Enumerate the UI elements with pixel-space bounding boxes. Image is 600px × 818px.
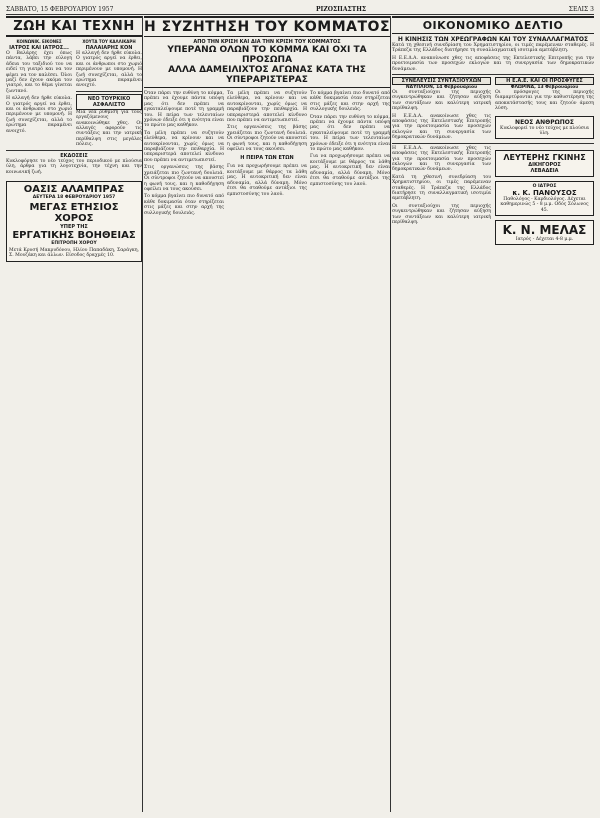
- section2-text: Μια νέα ρύθμιση για τους εργαζόμενους ανακοινώθηκε χθες. Οι αλλαγές αφορούν τις συντάξεις και την ιατρική περίθαλψη στις μεγάλες πόλεις.: [76, 109, 142, 148]
- section3-text: Κυκλοφόρησε το νέο τεύχος του περιοδικού με πλούσια ύλη, άρθρα για τη λογοτεχνία, την τέχνη και την κοινωνική ζωή.: [6, 158, 142, 175]
- article-text-2: Η αλλαγή δεν ήρθε εύκολα. Ο γιατρός αργεί να έρθει, και οι άνθρωποι στο χωριό περιμένουν με υπομονή. Η ζωή συνεχίζεται, αλλά το ερώτημα παραμένει ανοιχτό.: [6, 96, 72, 134]
- subhead: Η ΠΕΙΡΑ ΤΩΝ ΕΤΩΝ: [240, 155, 294, 162]
- doctor-ad: [495, 181, 594, 216]
- column-left: [6, 16, 142, 812]
- fin-text: Κατά τη χθεσινή συνεδρίαση του Χρηματιστηρίου, οι τιμές παρέμειναν σταθερές. Η Τράπεζα της Ελλάδος διατήρησε τη συναλλαγματική ισοτιμία αμετάβλητη.: [392, 43, 594, 54]
- sub-left-dateline: ΝΑΥΠΛΙΟΝ, 14 Φεβρουαρίου: [405, 85, 478, 91]
- sub-right-kicker: ΧΟΥΤΑ ΤΟΥ ΚΑΛΛΙΚΑΡΗ: [82, 39, 136, 44]
- body-2: Τα μέλη πρέπει να συζητούν ελεύθερα, να κρίνουν και να αυτοκρίνονται, χωρίς όμως να παραβιάζουν την πειθαρχία. Η υπεραριστερά αποτελεί κίνδυνο που πρέπει να αντιμετωπιστεί.: [144, 130, 224, 163]
- melas-ad: [495, 220, 594, 245]
- section-header-zoi-kai-techni: ΖΩΗ ΚΑΙ ΤΕΧΝΗ: [6, 16, 142, 37]
- doctor-name: κ. Κ. ΠΑΝΟΥΣΟΣ: [512, 188, 577, 197]
- sub-left-text: Οι συνταξιούχοι της περιοχής συγκεντρώθηκαν και ζήτησαν αύξηση των συντάξεων και καλύτερη ιατρική περίθαλψη.: [392, 90, 491, 112]
- column-right: [392, 16, 594, 812]
- ad-sub-2: ΥΠΕΡ ΤΗΣ: [60, 223, 88, 230]
- section3-title: ΕΚΔΟΣΕΙΣ: [60, 152, 88, 159]
- body-4-col3: Το κόμμα βγαίνει πιο δυνατό από κάθε δοκιμασία όταν στηρίζεται στις μάζες και στην αρχή της συλλογικής δουλειάς.: [310, 91, 390, 113]
- melas-text: Ιατρός - Δέχεται 4-8 μ.μ.: [515, 236, 574, 242]
- sub-right-text: Οι πρόσφυγες της περιοχής διαμαρτύρονται για την καθυστέρηση της αποκατάστασής τους και ζητούν άμεση λύση.: [495, 90, 594, 112]
- ad-title-2: ΜΕΓΑΣ ΕΤΗΣΙΟΣ ΧΟΡΟΣ: [29, 201, 119, 224]
- news-text-bottom: Η Ε.Ε.Δ.Α. ανακοίνωσε χθες τις αποφάσεις της Εκτελεστικής Επιτροπής για την προετοιμασία των προσεχών εκλογών και τη συνεργασία των δημοκρατικών δυνάμεων.: [392, 145, 491, 173]
- ad-sub-1: ΔΕΥΤΕΡΑ 18 ΦΕΒΡΟΥΑΡΙΟΥ 1957: [32, 194, 116, 200]
- sub-right-dateline: ΦΛΩΡΙΝΑ, 13 Φεβρουαρίου: [510, 85, 579, 91]
- masthead-date: ΣΑΒΒΑΤΟ, 15 ΦΕΒΡΟΥΑΡΙΟΥ 1957: [6, 5, 114, 13]
- lawyer-name: ΛΕΥΤΕΡΗΣ ΓΚΙΝΗΣ: [503, 152, 586, 162]
- body-5: Για να προχωρήσουμε πρέπει να κοιτάξουμε με θάρρος τα λάθη μας. Η αυτοκριτική δεν είναι αδυναμία, αλλά δύναμη. Μόνο έτσι θα σταθούμε αντάξιοι της εμπιστοσύνης του λαού.: [227, 164, 307, 197]
- lawyer-ad: [495, 150, 594, 177]
- masthead: [6, 4, 594, 15]
- kicker: ΑΠΟ ΤΗΝ ΚΡΙΣΗ ΚΑΙ ΔΙΑ ΤΗΝ ΚΡΙΣΗ ΤΟΥ ΚΟΜΜΑΤΟΣ: [193, 39, 341, 45]
- article-text: Ο Βαλάρης έχει όπως πάντα, λάβει την εύλογη άδεια του ταξιδιού του να ειδεί τη γιατρό και να τον φέρει να τον καλέσει. Όλοι μαζί δεν έχουν ακόμα τον γιατρό, και το θέμα γίνεται ζωντανό.: [6, 51, 72, 94]
- ad-title-3: ΕΡΓΑΤΙΚΗΣ ΒΟΗΘΕΙΑΣ: [12, 229, 136, 241]
- fin-headline: Η ΚΙΝΗΣΙΣ ΤΩΝ ΧΡΕΩΓΡΑΦΩΝ ΚΑΙ ΤΟΥ ΣΥΝΑΛΛΑΓΜΑΤΟΣ: [397, 36, 589, 43]
- body-3: Στις οργανώσεις της βάσης χρειάζεται πιο ζωντανή δουλειά. Οι σύντροφοι ζητούν να ακουστεί η φωνή τους, και η καθοδήγηση οφείλει να τους ακούσει.: [144, 165, 224, 192]
- sub-left-kicker: ΚΟΙΝΩΝΙΚ. ΕΙΚΟΝΕΣ: [16, 39, 62, 44]
- dance-ad: [6, 181, 142, 262]
- lawyer-title: ΔΙΚΗΓΟΡΟΣ: [528, 161, 561, 168]
- neos-anthropos-text: Κυκλοφορεί το νέο τεύχος με πλούσια ύλη.: [500, 125, 589, 137]
- body-1: Όταν πάρει την ευθύνη το κόμμα, πρέπει να έχουμε πάντα υπόψη μας ότι δεν πρέπει να εγκαταλείψουμε ποτέ τη γραμμή του. Η πείρα των τελευταίων χρόνων έδειξε ότι η ενότητα είναι το πρώτο μας καθήκον.: [144, 91, 224, 129]
- ad-title-1: ΟΑΣΙΣ ΑΛΑΜΠΡΑΣ: [23, 183, 125, 195]
- neos-anthropos-box: [495, 116, 594, 140]
- body-2-col2: Τα μέλη πρέπει να συζητούν ελεύθερα, να κρίνουν και να αυτοκρίνονται, χωρίς όμως να παραβιάζουν την πειθαρχία. Η υπεραριστερά αποτελεί κίνδυνο που πρέπει να αντιμετωπιστεί.: [227, 91, 307, 124]
- sub-left-head: ΣΥΝΕΛΕΥΣΙΣ ΣΥΝΤΑΞΙΟΥΧΩΝ: [392, 77, 491, 85]
- column-center: [144, 16, 390, 812]
- body-3-col2: Στις οργανώσεις της βάσης χρειάζεται πιο ζωντανή δουλειά. Οι σύντροφοι ζητούν να ακουστεί η φωνή τους, και η καθοδήγηση οφείλει να τους ακούσει.: [227, 125, 307, 153]
- ad-footer: ΕΠΙΤΡΟΠΗ ΧΟΡΟΥ: [51, 240, 97, 246]
- lawyer-location: ΛΕΒΑΔΕΙΑ: [530, 167, 559, 174]
- doctor-text: Παθολόγος - Καρδιολόγος. Δέχεται καθημερινώς 5 - 8 μ.μ. Οδός Σόλωνος 45.: [500, 196, 589, 213]
- fin-text-bottom: Κατά τη χθεσινή συνεδρίαση του Χρηματιστηρίου, οι τιμές παρέμειναν σταθερές. Η Τράπεζα της Ελλάδος διατήρησε τη συναλλαγματική ισοτιμία αμετάβλητη.: [392, 174, 491, 202]
- section2-title: ΝΕΟ ΤΟΥΡΚΙΚΟ ΑΣΦΑΛΙΣΤΟ: [76, 94, 142, 110]
- body-1-col3: Όταν πάρει την ευθύνη το κόμμα, πρέπει να έχουμε πάντα υπόψη μας ότι δεν πρέπει να εγκαταλείψουμε ποτέ τη γραμμή του. Η πείρα των τελευταίων χρόνων έδειξε ότι η ενότητα είναι το πρώτο μας καθήκον.: [310, 114, 390, 153]
- body-5-col3: Για να προχωρήσουμε πρέπει να κοιτάξουμε με θάρρος τα λάθη μας. Η αυτοκριτική δεν είναι αδυναμία, αλλά δύναμη. Μόνο έτσι θα σταθούμε αντάξιοι της εμπιστοσύνης του λαού.: [310, 154, 390, 187]
- ad-text: Μετά Κρυσή Μακρυδόνου, Ηλίου Παπαδάκη, Σαράγκη, Σ. Μουζάκη και άλλων. Είσοδος δραχμές 10.: [9, 247, 139, 259]
- melas-name: Κ. Ν. ΜΕΛΑΣ: [502, 222, 587, 237]
- sub-right-head: Η Ε.Α.Ε. ΚΑΙ ΟΙ ΠΡΟΣΦΥΓΕΣ: [495, 77, 594, 85]
- sub-right-title: ΠΑΛΑΙΑΡΗΣ ΚΟΝ: [85, 45, 133, 51]
- headline-2: ΑΛΛΑ ΔΑΜΕΙΛΙΧΤΟΣ ΑΓΩΝΑΣ ΚΑΤΑ ΤΗΣ ΥΠΕΡΑΡΙΣΤΕΡΑΣ: [144, 65, 390, 88]
- sub-left-title: ΙΑΤΡΟΣ ΚΑΙ ΙΑΤΡΟΣ...: [9, 45, 69, 51]
- fin-text-2: Η Ε.Ε.Δ.Α. ανακοίνωσε χθες τις αποφάσεις της Εκτελεστικής Επιτροπής για την προετοιμασία των προσεχών εκλογών και τη συνεργασία των δημοκρατικών δυνάμεων.: [392, 55, 594, 72]
- doctor-pre: Ο ΙΑΤΡΟΣ: [532, 183, 557, 189]
- banner-oikonomiko: ΟΙΚΟΝΟΜΙΚΟ ΔΕΛΤΙΟ: [392, 16, 594, 34]
- sub-left-text-bottom: Οι συνταξιούχοι της περιοχής συγκεντρώθηκαν και ζήτησαν αύξηση των συντάξεων και καλύτερη ιατρική περίθαλψη.: [392, 203, 491, 225]
- headline-1: ΥΠΕΡΑΝΩ ΟΛΩΝ ΤΟ ΚΟΜΜΑ ΚΑΙ ΟΧΙ ΤΑ ΠΡΟΣΩΠΑ: [167, 45, 367, 65]
- masthead-page: ΣΕΛΙΣ 3: [568, 5, 594, 13]
- body-4: Το κόμμα βγαίνει πιο δυνατό από κάθε δοκιμασία όταν στηρίζεται στις μάζες και στην αρχή της συλλογικής δουλειάς.: [144, 194, 224, 216]
- masthead-paper: ΡΙΖΟΣΠΑΣΤΗΣ: [316, 5, 367, 13]
- neos-anthropos-title: ΝΕΟΣ ΑΝΘΡΩΠΟΣ: [515, 118, 574, 126]
- news-text-left: Η Ε.Ε.Δ.Α. ανακοίνωσε χθες τις αποφάσεις της Εκτελεστικής Επιτροπής για την προετοιμασία των προσεχών εκλογών και τη συνεργασία των δημοκρατικών δυνάμεων.: [392, 113, 491, 141]
- banner-syzitisi: Η ΣΥΖΗΤΗΣΗ ΤΟΥ ΚΟΜΜΑΤΟΣ: [144, 16, 390, 37]
- article-text-repeat: Η αλλαγή δεν ήρθε εύκολα. Ο γιατρός αργεί να έρθει, και οι άνθρωποι στο χωριό περιμένουν με υπομονή. Η ζωή συνεχίζεται, αλλά το ερώτημα παραμένει ανοιχτό.: [76, 51, 142, 89]
